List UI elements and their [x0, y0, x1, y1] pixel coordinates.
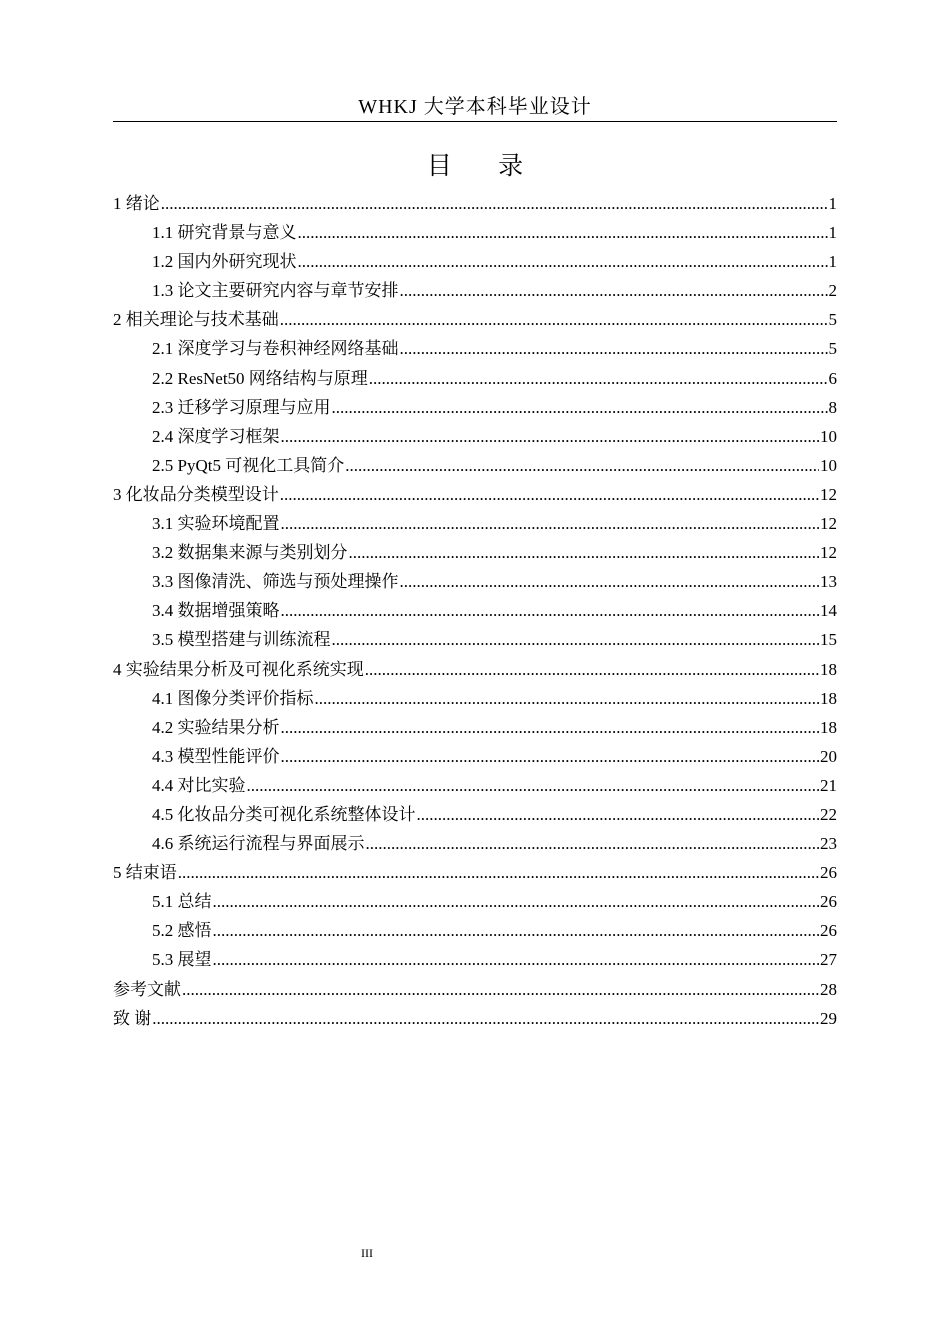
toc-entry-title: 5.3 展望	[152, 950, 212, 970]
toc-dot-leader	[178, 858, 819, 887]
toc-entry-title: 5 结束语	[113, 863, 177, 883]
toc-entry-title: 2.1 深度学习与卷积神经网络基础	[152, 339, 399, 359]
toc-entry-page: 18	[820, 688, 837, 708]
toc-entry[interactable]	[113, 334, 837, 363]
toc-entry[interactable]	[113, 916, 837, 945]
toc-entry-page: 12	[820, 484, 837, 504]
toc-entry-page: 12	[820, 514, 837, 534]
toc-entry-title: 4.1 图像分类评价指标	[152, 688, 314, 708]
toc-entry-title: 1.1 研究背景与意义	[152, 223, 297, 243]
toc-entry[interactable]	[113, 596, 837, 625]
toc-entry-page: 5	[828, 339, 837, 359]
toc-dot-leader	[332, 625, 820, 654]
toc-entry[interactable]	[113, 829, 837, 858]
toc-entry-page: 6	[828, 368, 837, 388]
toc-dot-leader	[281, 422, 820, 451]
toc-dot-leader	[369, 364, 828, 393]
toc-entry[interactable]	[113, 276, 837, 305]
toc-entry[interactable]	[113, 887, 837, 916]
toc-entry-title: 2.5 PyQt5 可视化工具简介	[152, 455, 345, 475]
toc-entry[interactable]	[113, 655, 837, 684]
toc-dot-leader	[417, 800, 820, 829]
toc-entry-title: 1.2 国内外研究现状	[152, 252, 297, 272]
toc-entry-page: 1	[828, 223, 837, 243]
toc-entry-title: 4 实验结果分析及可视化系统实现	[113, 659, 364, 679]
toc-entry[interactable]	[113, 625, 837, 654]
toc-entry-page: 5	[828, 310, 837, 330]
toc-entry-page: 29	[820, 1008, 837, 1028]
toc-entry-page: 13	[820, 572, 837, 592]
running-header: WHKJ 大学本科毕业设计	[358, 96, 592, 118]
toc-entry[interactable]	[113, 742, 837, 771]
toc-dot-leader	[152, 1004, 819, 1033]
toc-entry-title: 4.5 化妆品分类可视化系统整体设计	[152, 804, 416, 824]
toc-dot-leader	[281, 509, 820, 538]
toc-entry-title: 5.2 感悟	[152, 921, 212, 941]
toc-entry-page: 18	[820, 659, 837, 679]
toc-dot-leader	[213, 916, 820, 945]
toc-dot-leader	[400, 567, 820, 596]
toc-entry-title: 4.4 对比实验	[152, 775, 246, 795]
toc-dot-leader	[298, 247, 828, 276]
toc-dot-leader	[366, 829, 820, 858]
toc-entry-page: 26	[820, 863, 837, 883]
toc-dot-leader	[349, 538, 820, 567]
toc-title: 目 录	[426, 153, 544, 180]
toc-entry-page: 23	[820, 834, 837, 854]
toc-entry-page: 27	[820, 950, 837, 970]
header-rule	[113, 121, 837, 122]
toc-entry-page: 15	[820, 630, 837, 650]
toc-entry[interactable]	[113, 975, 837, 1004]
toc-entry-title: 3 化妆品分类模型设计	[113, 484, 279, 504]
toc-dot-leader	[161, 189, 828, 218]
toc-dot-leader	[281, 713, 820, 742]
toc-entry[interactable]	[113, 189, 837, 218]
toc-entry[interactable]	[113, 800, 837, 829]
toc-dot-leader	[400, 334, 828, 363]
toc-entry-title: 3.4 数据增强策略	[152, 601, 280, 621]
toc-entry[interactable]	[113, 422, 837, 451]
toc-entry[interactable]	[113, 364, 837, 393]
toc-dot-leader	[345, 451, 819, 480]
toc-entry-title: 3.2 数据集来源与类别划分	[152, 543, 348, 563]
toc-entry-page: 22	[820, 804, 837, 824]
toc-dot-leader	[182, 975, 819, 1004]
toc-entry-page: 14	[820, 601, 837, 621]
toc-entry-title: 4.6 系统运行流程与界面展示	[152, 834, 365, 854]
toc-entry-title: 致 谢	[113, 1008, 152, 1028]
toc-entry[interactable]	[113, 451, 837, 480]
toc-entry[interactable]	[113, 509, 837, 538]
toc-entry-title: 3.3 图像清洗、筛选与预处理操作	[152, 572, 399, 592]
toc-dot-leader	[213, 945, 820, 974]
toc-dot-leader	[365, 655, 819, 684]
toc-dot-leader	[280, 305, 828, 334]
toc-dot-leader	[247, 771, 820, 800]
toc-entry-title: 1 绪论	[113, 194, 160, 213]
toc-entry-page: 8	[828, 397, 837, 417]
toc-entry[interactable]	[113, 1004, 837, 1033]
toc-entry-page: 2	[828, 281, 837, 301]
toc-entry-page: 26	[820, 921, 837, 941]
toc-entry[interactable]	[113, 480, 837, 509]
toc-entry-title: 2.3 迁移学习原理与应用	[152, 397, 331, 417]
toc-entry-page: 26	[820, 892, 837, 912]
toc-entry-title: 2.2 ResNet50 网络结构与原理	[152, 368, 368, 388]
toc-entry-page: 1	[828, 252, 837, 272]
toc-entry-page: 28	[820, 979, 837, 999]
toc-entry[interactable]	[113, 684, 837, 713]
toc-dot-leader	[400, 276, 828, 305]
toc-entry-title: 2 相关理论与技术基础	[113, 310, 279, 330]
toc-entry-page: 10	[820, 455, 837, 475]
toc-dot-leader	[281, 742, 820, 771]
toc-dot-leader	[298, 218, 828, 247]
page-number: III	[361, 1246, 373, 1260]
toc-entry-title: 参考文献	[113, 979, 181, 999]
toc-entry[interactable]	[113, 567, 837, 596]
toc-entry-title: 3.5 模型搭建与训练流程	[152, 630, 331, 650]
toc-entry-page: 12	[820, 543, 837, 563]
toc-entry[interactable]	[113, 771, 837, 800]
table-of-contents	[113, 189, 837, 1033]
toc-dot-leader	[315, 684, 820, 713]
toc-entry[interactable]	[113, 305, 837, 334]
toc-entry-page: 18	[820, 717, 837, 737]
toc-entry[interactable]	[113, 247, 837, 276]
toc-entry-title: 2.4 深度学习框架	[152, 426, 280, 446]
toc-dot-leader	[281, 596, 820, 625]
toc-entry-title: 3.1 实验环境配置	[152, 514, 280, 534]
toc-entry[interactable]	[113, 713, 837, 742]
toc-dot-leader	[332, 393, 828, 422]
toc-dot-leader	[213, 887, 820, 916]
toc-entry-page: 10	[820, 426, 837, 446]
toc-entry-page: 20	[820, 746, 837, 766]
toc-entry-title: 4.3 模型性能评价	[152, 746, 280, 766]
toc-entry[interactable]	[113, 393, 837, 422]
toc-entry-page: 21	[820, 775, 837, 795]
toc-entry-title: 1.3 论文主要研究内容与章节安排	[152, 281, 399, 301]
toc-dot-leader	[280, 480, 819, 509]
toc-entry-title: 4.2 实验结果分析	[152, 717, 280, 737]
toc-entry[interactable]	[113, 218, 837, 247]
toc-entry[interactable]	[113, 858, 837, 887]
toc-entry-title: 5.1 总结	[152, 892, 212, 912]
toc-entry-page: 1	[828, 194, 837, 213]
toc-entry[interactable]	[113, 538, 837, 567]
toc-entry[interactable]	[113, 945, 837, 974]
